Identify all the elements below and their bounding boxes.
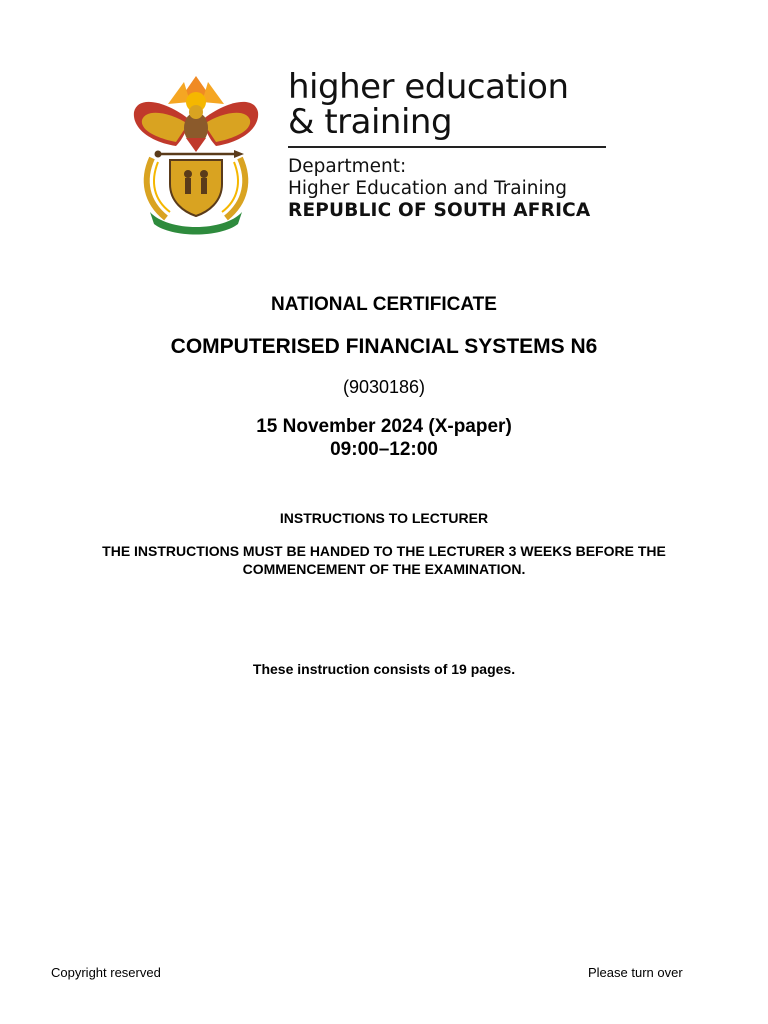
secretary-bird-icon (184, 105, 208, 152)
footer-copyright: Copyright reserved (51, 965, 161, 980)
department-label: Department: (288, 156, 407, 177)
exam-date-block (0, 415, 768, 461)
department-name-block (288, 156, 590, 222)
department-full-name: Higher Education and Training (288, 178, 568, 199)
coat-of-arms-icon (128, 72, 264, 236)
country-name: REPUBLIC OF SOUTH AFRICA (288, 200, 591, 221)
exam-time: 09:00–12:00 (330, 439, 438, 460)
subject-code: (9030186) (342, 377, 426, 397)
exam-date: 15 November 2024 (X-paper) (256, 416, 512, 437)
logo-divider (288, 146, 606, 148)
spear-icon (155, 150, 245, 158)
certificate-title: NATIONAL CERTIFICATE (271, 294, 497, 315)
shield-icon (170, 160, 222, 216)
department-logo (288, 67, 608, 230)
instructions-heading: INSTRUCTIONS TO LECTURER (279, 510, 489, 526)
logo-line-training: & training (288, 102, 453, 142)
subject-title: COMPUTERISED FINANCIAL SYSTEMS N6 (170, 335, 598, 358)
instructions-body (0, 542, 768, 578)
instructions-line-2: COMMENCEMENT OF THE EXAMINATION. (242, 561, 526, 577)
logo-line-higher-education: higher education (288, 67, 569, 107)
instructions-line-1: THE INSTRUCTIONS MUST BE HANDED TO THE LECTURER 3 WEEKS BEFORE THE (102, 543, 666, 559)
page-count-note: These instruction consists of 19 pages. (252, 661, 516, 677)
footer-turn-over: Please turn over (588, 965, 683, 980)
